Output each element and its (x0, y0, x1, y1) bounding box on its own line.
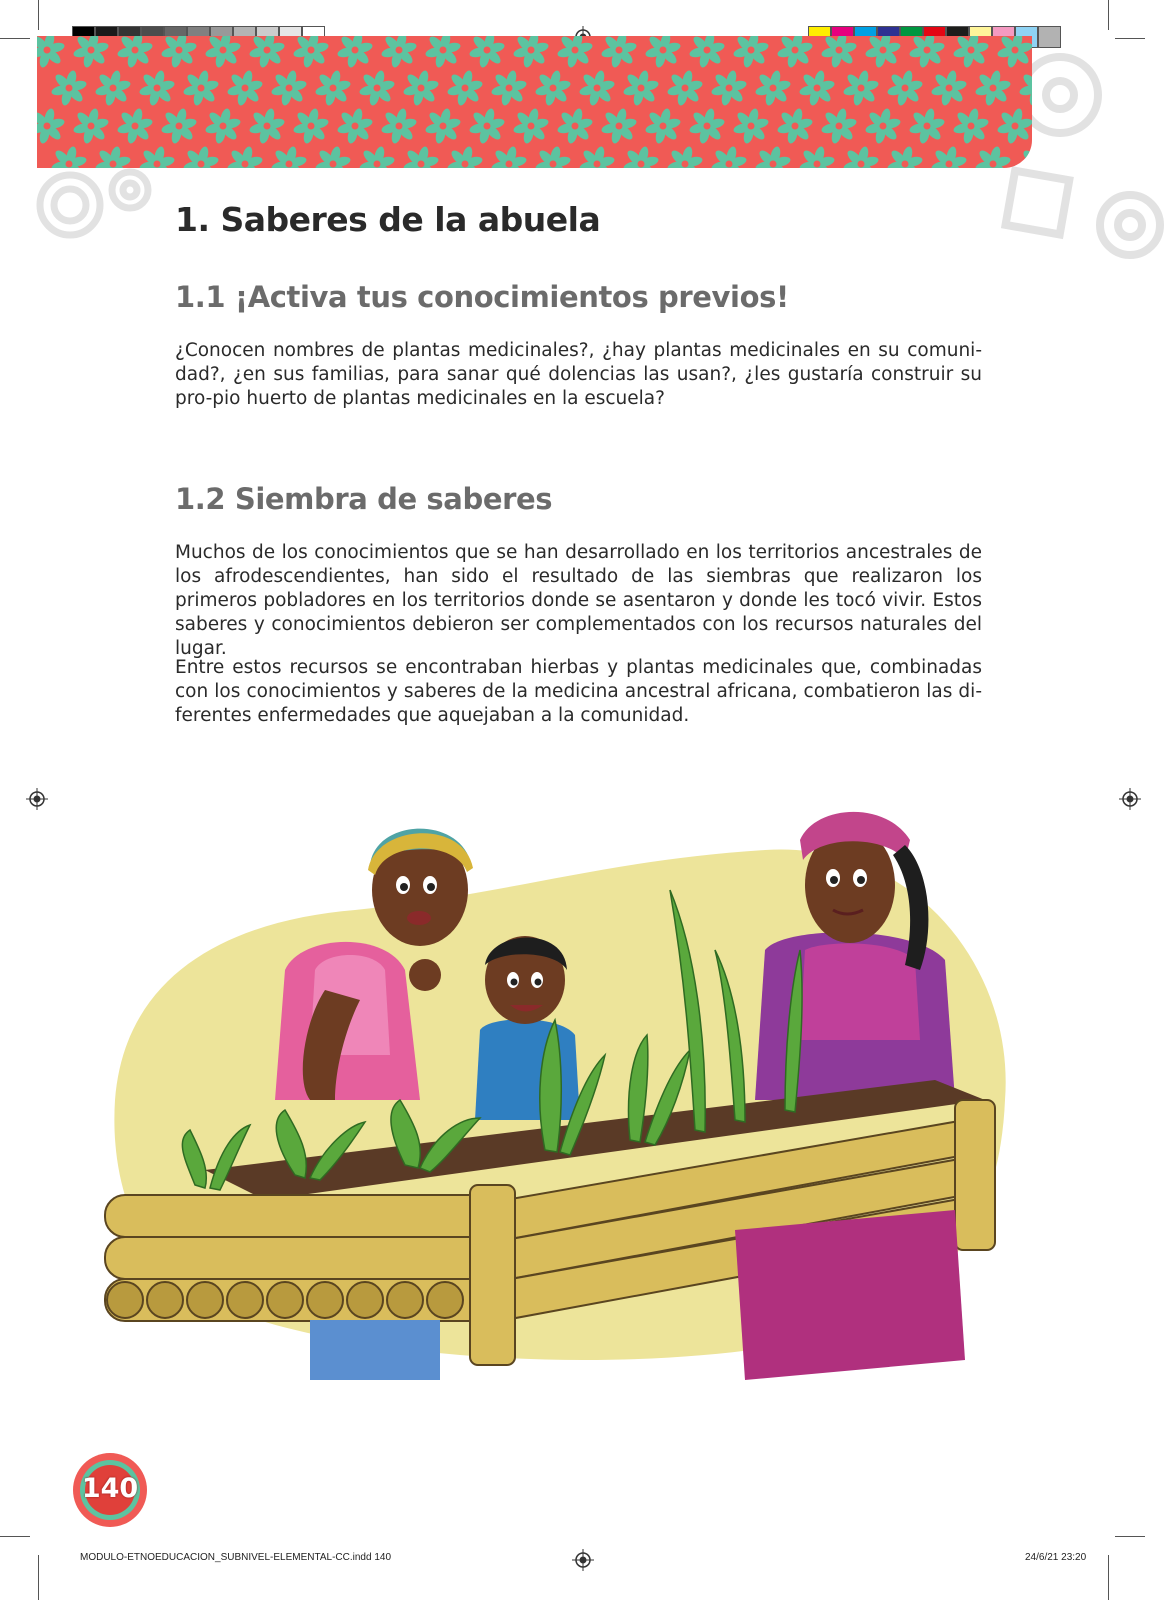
crop-mark (1115, 1536, 1145, 1537)
paragraph-siembra-1: Muchos de los conocimientos que se han desarrollado en los territorios ancestrales de los afrodescendientes, han sido el resultado de las siembras que realizaron los primeros pobladores en los territorios donde se asentaron y donde les tocó vivir. Estos saberes y conocimientos debieron ser complementados con los recursos naturales del lugar. (175, 542, 982, 659)
crop-mark (38, 0, 39, 30)
section-heading-siembra: 1.2 Siembra de saberes (175, 482, 553, 516)
registration-mark-icon (1119, 788, 1141, 810)
section-heading-activa: 1.1 ¡Activa tus conocimientos previos! (175, 280, 789, 314)
registration-mark-icon (572, 1549, 594, 1571)
file-slug: MODULO-ETNOEDUCACION_SUBNIVEL-ELEMENTAL-CC.indd 140 (80, 1552, 392, 1563)
crop-mark (1108, 0, 1109, 30)
crop-mark (1108, 1555, 1109, 1600)
date-slug: 24/6/21 23:20 (1025, 1552, 1087, 1563)
crop-mark (0, 1536, 30, 1537)
header-banner (37, 36, 1032, 168)
crop-mark (38, 1555, 39, 1600)
paragraph-activa: ¿Conocen nombres de plantas medicinales?, ¿hay plantas medicinales en su comuni-dad?, ¿en sus familias, para sanar qué dolencias las usan?, ¿les gustaría construir su pro-pio huerto de plantas medicinales en la escuela? (175, 340, 982, 409)
color-swatch (1038, 26, 1061, 48)
registration-mark-icon (26, 788, 48, 810)
garden-illustration (85, 800, 1055, 1390)
crop-mark (0, 38, 30, 39)
page-number: 140 (81, 1473, 139, 1504)
child-figure (475, 936, 580, 1120)
page-title: 1. Saberes de la abuela (175, 200, 601, 239)
crop-mark (1115, 38, 1145, 39)
paragraph-siembra-2: Entre estos recursos se encontraban hierbas y plantas medicinales que, combinadas con los conocimientos y saberes de la medicina ancestral africana, combatieron las di-ferentes enfermedades que aquejaban a la comunidad. (175, 657, 982, 726)
